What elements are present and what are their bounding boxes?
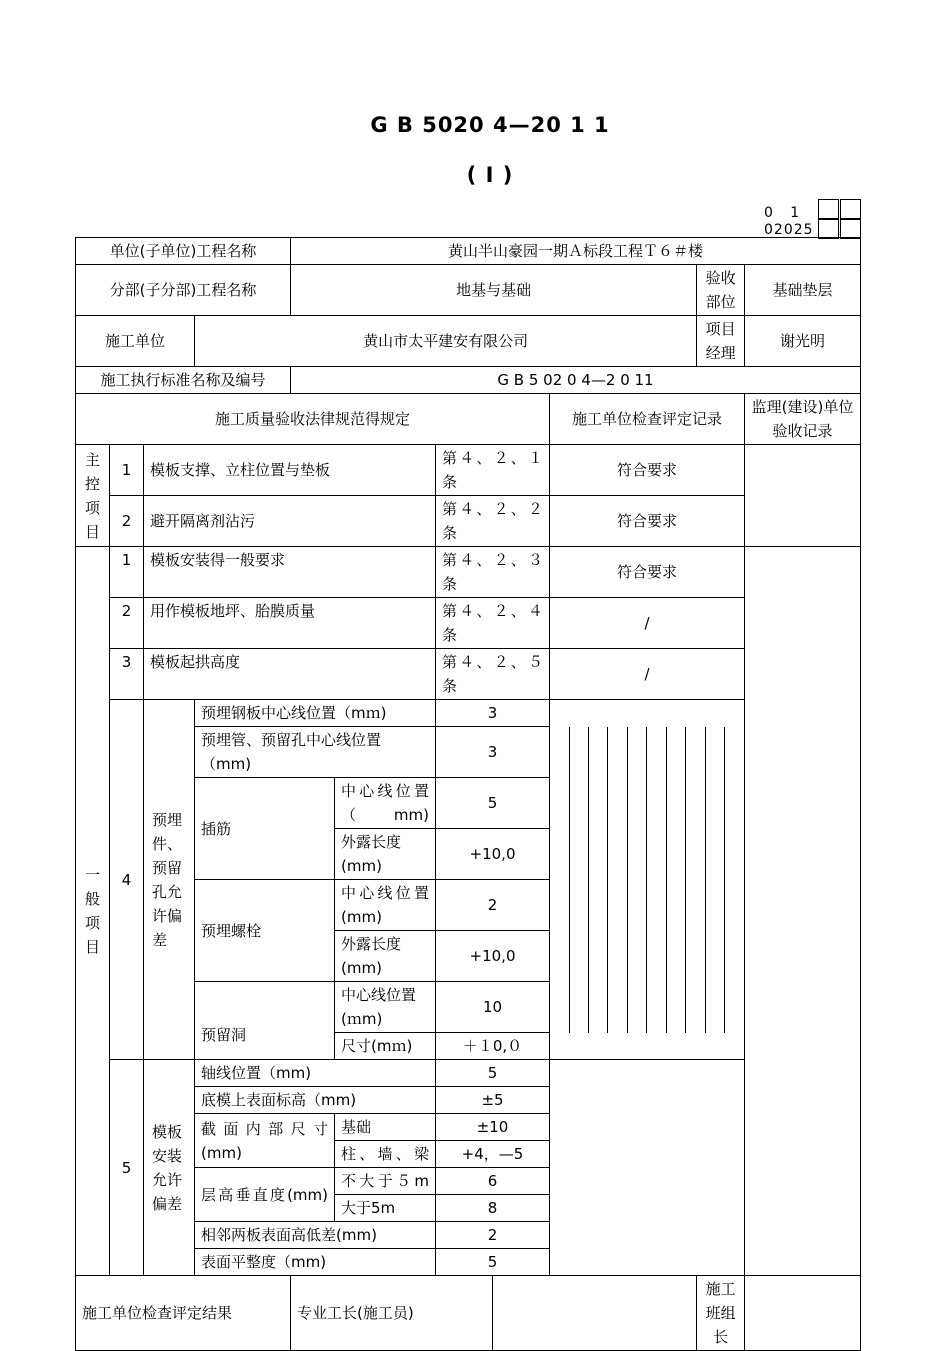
row-value: +10,0 [436, 931, 550, 982]
row-name: 相邻两板表面高低差(mm) [195, 1222, 436, 1249]
row-value: ＋１0,０ [436, 1033, 550, 1060]
formwork-group-label: 模板安装允许偏差 [144, 1060, 195, 1276]
row-name: 外露长度(mm) [335, 931, 436, 982]
hole-label: 预留洞 [195, 982, 335, 1060]
code-box[interactable] [840, 218, 861, 239]
manager-label: 项目经理 [697, 316, 745, 367]
row-name: 尺寸(mｍ) [335, 1033, 436, 1060]
builder-value[interactable]: 黄山市太平建安有限公司 [195, 316, 697, 367]
item-no: 5 [110, 1060, 144, 1276]
part-value[interactable]: 基础垫层 [745, 265, 861, 316]
item-clause: 第４、２、２条 [436, 496, 550, 547]
item-no: 4 [110, 700, 144, 1060]
measure-grid-lines [550, 727, 744, 1033]
item-clause: 第４、２、４条 [436, 598, 550, 649]
item-name: 模板起拱高度 [144, 649, 436, 700]
code-box[interactable] [818, 199, 839, 220]
builder-label: 施工单位 [76, 316, 195, 367]
supervise-header: 监理(建设)单位验收记录 [745, 394, 861, 445]
form-code-line2: 02025 [764, 222, 814, 238]
item-no: 3 [110, 649, 144, 700]
item-result[interactable]: 符合要求 [550, 547, 745, 598]
row-value: 8 [436, 1195, 550, 1222]
row-value: 2 [436, 1222, 550, 1249]
rule-header: 施工质量验收法律规范得规定 [76, 394, 550, 445]
general-label: 一 般 项 目 [76, 547, 110, 1276]
row-name: 底模上表面标高（mm) [195, 1087, 436, 1114]
vertical-label: 层高垂直度(mm) [195, 1168, 335, 1222]
subdivision-label: 分部(子分部)工程名称 [76, 265, 291, 316]
supervise-cell[interactable] [745, 547, 861, 1276]
check-header: 施工单位检查评定记录 [550, 394, 745, 445]
row-value: 5 [436, 1060, 550, 1087]
row-name: 大于5m [335, 1195, 436, 1222]
result-label: 施工单位检查评定结果 [76, 1276, 291, 1351]
item-result[interactable]: 符合要求 [550, 445, 745, 496]
row-name: 外露长度(mm) [335, 829, 436, 880]
row-name: 中心线位置(mm) [335, 880, 436, 931]
row-name: 中心线位置(ｍm) [335, 982, 436, 1033]
row-value: 2 [436, 880, 550, 931]
bolt-label: 预埋螺栓 [195, 880, 335, 982]
leader-label: 施工班组长 [697, 1276, 745, 1351]
code-box[interactable] [840, 199, 861, 220]
inspection-form-table [75, 237, 861, 1351]
item-clause: 第４、２、５条 [436, 649, 550, 700]
main-control-label: 主 控 项 目 [76, 445, 110, 547]
standard-value[interactable]: G B 5 02 0 4—2 0 11 [291, 367, 861, 394]
item-name: 用作模板地坪、胎膜质量 [144, 598, 436, 649]
row-name: 轴线位置（mm) [195, 1060, 436, 1087]
code-box[interactable] [818, 218, 839, 239]
item-name: 模板安装得一般要求 [144, 547, 436, 598]
form-code-line1: 0 1 [764, 205, 801, 221]
leader-value[interactable] [745, 1276, 861, 1351]
item-clause: 第４、２、３条 [436, 547, 550, 598]
row-value: 3 [436, 727, 550, 778]
item-name: 避开隔离剂沾污 [144, 496, 436, 547]
item-result[interactable]: 符合要求 [550, 496, 745, 547]
part-label: 验收部位 [697, 265, 745, 316]
item-result[interactable]: / [550, 598, 745, 649]
item-no: 1 [110, 547, 144, 598]
measure-grid[interactable] [550, 700, 745, 1060]
row-value: 10 [436, 982, 550, 1033]
form-subtitle: ( I ) [466, 163, 514, 187]
embedded-group-label: 预埋件、预留孔允许偏差 [144, 700, 195, 1060]
item-no: 2 [110, 598, 144, 649]
row-name: 预埋钢板中心线位置（mｍ) [195, 700, 436, 727]
row-name: 不大于５m [335, 1168, 436, 1195]
row-value: +10,0 [436, 829, 550, 880]
row-value: 5 [436, 1249, 550, 1276]
row-value: ±5 [436, 1087, 550, 1114]
item-result[interactable]: / [550, 649, 745, 700]
row-name: 中心线位置（mm) [335, 778, 436, 829]
standard-title: G B 5020 4—20 1 1 [370, 113, 610, 137]
foreman-label: 专业工长(施工员) [291, 1276, 493, 1351]
row-name: 基础 [335, 1114, 436, 1141]
row-value: ±10 [436, 1114, 550, 1141]
row-value: 6 [436, 1168, 550, 1195]
supervise-cell[interactable] [745, 445, 861, 547]
unit-name-value[interactable]: 黄山半山豪园一期Ａ标段工程Ｔ６＃楼 [291, 238, 861, 265]
row-value: 3 [436, 700, 550, 727]
subdivision-value[interactable]: 地基与基础 [291, 265, 697, 316]
rebar-label: 插筋 [195, 778, 335, 880]
item-no: 1 [110, 445, 144, 496]
item-no: 2 [110, 496, 144, 547]
standard-label: 施工执行标准名称及编号 [76, 367, 291, 394]
unit-name-label: 单位(子单位)工程名称 [76, 238, 291, 265]
item-name: 模板支撑、立柱位置与垫板 [144, 445, 436, 496]
check-cell[interactable] [550, 1060, 745, 1276]
section-label: 截面内部尺寸(mm) [195, 1114, 335, 1168]
row-value: 5 [436, 778, 550, 829]
row-value: +4，—5 [436, 1141, 550, 1168]
row-name: 表面平整度（mm) [195, 1249, 436, 1276]
foreman-value[interactable] [493, 1276, 697, 1351]
manager-value[interactable]: 谢光明 [745, 316, 861, 367]
item-clause: 第４、２、１条 [436, 445, 550, 496]
row-name: 预埋管、预留孔中心线位置（mm) [195, 727, 436, 778]
form-code [764, 205, 814, 239]
row-name: 柱、墙、梁 [335, 1141, 436, 1168]
